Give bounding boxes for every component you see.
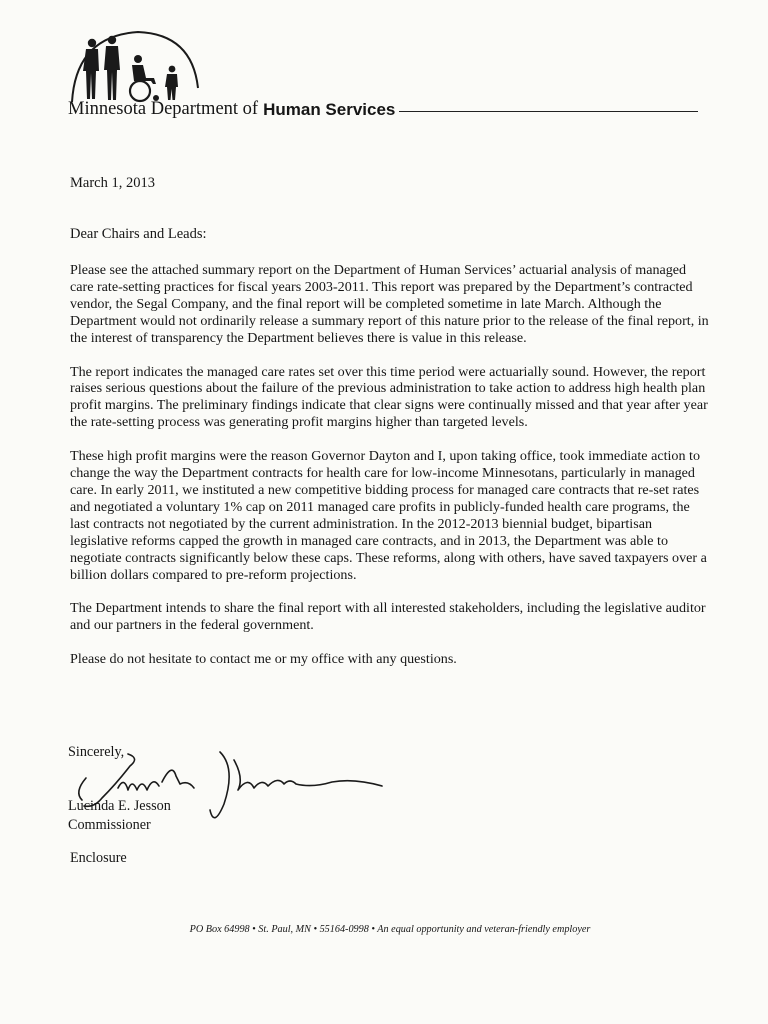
signer-title: Commissioner xyxy=(68,817,151,833)
handwritten-signature xyxy=(60,748,390,828)
body-paragraph: These high profit margins were the reason Governor Dayton and I, upon taking office, took immediate action to change the way the Department contracts for health care for low-income Minnesotans, particularly in managed care. In early 2011, we instituted a new competitive bidding process for managed care contracts that re-set rates and negotiated a voluntary 1% cap on 2011 managed care profits in publicly-funded health care programs, the last contracts not negotiated by the current administration. In the 2012-2013 biennial budget, bipartisan legislative reforms capped the growth in managed care contracts, and in 2013, the Department was able to negotiate contracts significantly below these caps. These reforms, along with others, have saved taxpayers over a billion dollars compared to pre-reform projections. xyxy=(70,448,707,583)
footer-address: PO Box 64998 • St. Paul, MN • 55164-0998 • An equal opportunity and veteran-friendly employer xyxy=(189,924,591,935)
enclosure-note: Enclosure xyxy=(70,850,127,866)
salutation: Dear Chairs and Leads: xyxy=(70,226,207,242)
letter-body xyxy=(70,262,710,685)
body-paragraph: Please do not hesitate to contact me or my office with any questions. xyxy=(70,651,457,668)
letterhead-title xyxy=(68,99,698,120)
body-paragraph: Please see the attached summary report on the Department of Human Services’ actuarial analysis of managed care rate-setting practices for fiscal years 2003-2011. This report was prepared by the Department’s contracted vendor, the Segal Company, and the final report will be completed sometime in late March. Although the Department would not ordinarily release a summary report of this nature prior to the release of the final report, in the interest of transparency the Department believes there is value in this release. xyxy=(70,262,709,346)
body-paragraph: The report indicates the managed care rates set over this time period were actuarially sound. However, the report raises serious questions about the failure of the previous administration to take action to address high health plan profit margins. The preliminary findings indicate that clear signs were continually missed and that year after year the rate-setting process was generating profit margins higher than targeted levels. xyxy=(70,363,708,431)
letter-date: March 1, 2013 xyxy=(70,175,155,191)
org-name-bold: Human Services xyxy=(263,99,396,119)
org-name-plain: Minnesota Department of xyxy=(68,99,259,119)
closing: Sincerely, xyxy=(68,744,125,760)
dhs-family-logo-icon xyxy=(68,28,200,104)
body-paragraph: The Department intends to share the final report with all interested stakeholders, including the legislative auditor and our partners in the federal government. xyxy=(70,600,706,634)
signer-name: Lucinda E. Jesson xyxy=(68,798,171,814)
letterhead-rule xyxy=(399,111,698,112)
